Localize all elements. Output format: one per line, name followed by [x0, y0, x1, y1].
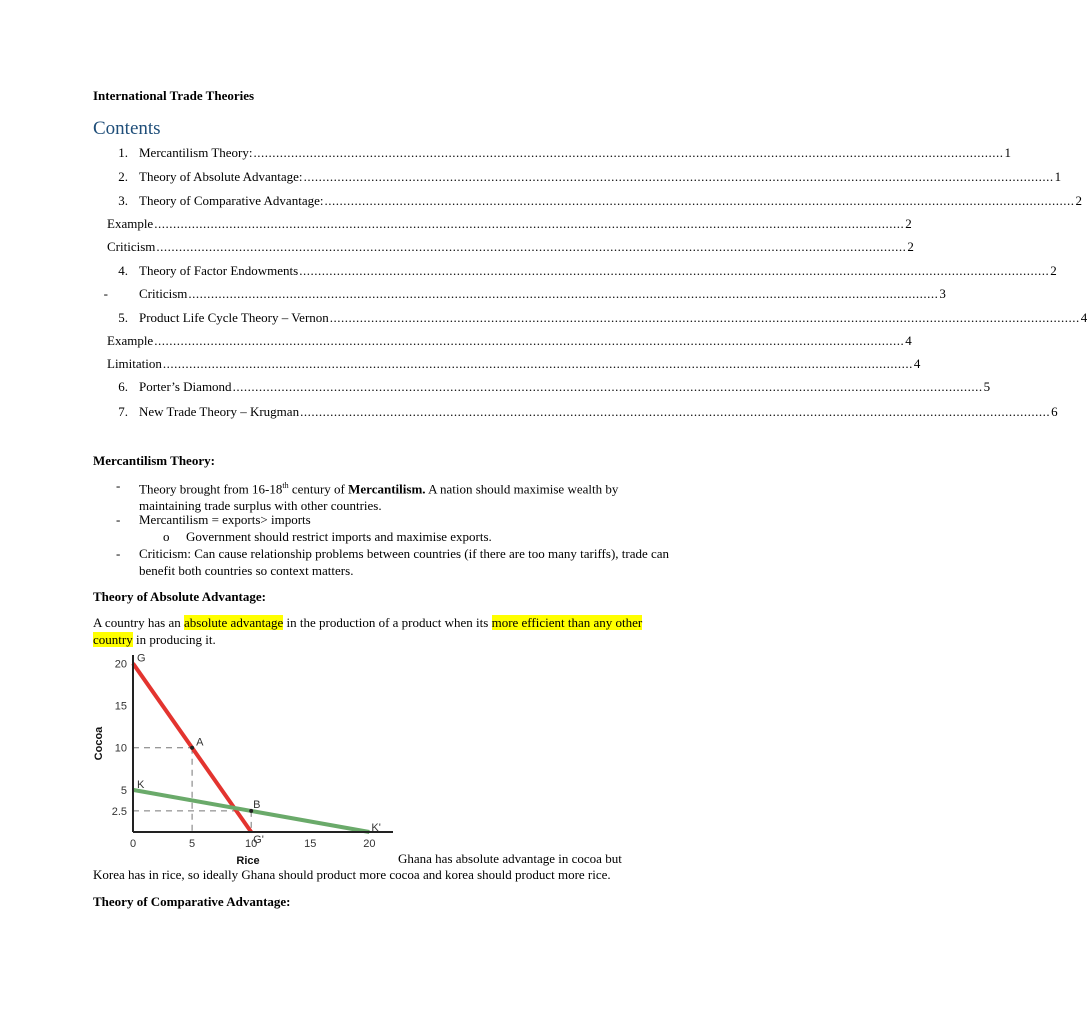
toc-entry-page-number: 1	[1054, 169, 1062, 184]
highlight: more efficient than any other country	[93, 615, 643, 647]
toc-entry-label: Product Life Cycle Theory – Vernon	[139, 310, 329, 325]
sub-bullet-text: Government should restrict imports and maximise exports.	[186, 529, 492, 544]
toc-entry-number: 5.	[118, 310, 128, 325]
toc-entry[interactable]	[0, 284, 946, 302]
toc-entry-page-number: 2	[905, 216, 912, 231]
toc-leader-dots: ........................................................................................................................................................................................................	[324, 193, 1075, 208]
y-tick-label: 2.5	[111, 805, 127, 818]
bullet-dash: -	[116, 478, 121, 493]
point-label: K'	[371, 822, 381, 834]
toc-entry[interactable]	[0, 308, 1087, 326]
bullet-dash: -	[116, 546, 121, 561]
toc-leader-dots: ........................................................................................................................................................................................................	[154, 333, 905, 348]
toc-entry-label: Theory of Absolute Advantage:	[139, 169, 303, 184]
toc-leader-dots: ........................................................................................................................................................................................................	[329, 310, 1080, 325]
toc-leader-dots: ........................................................................................................................................................................................................	[188, 286, 939, 301]
toc-entry-page-number: 2	[1050, 263, 1057, 278]
absolute-advantage-paragraph: A country has an absolute advantage in the production of a product when its more efficient than any other country in producing it.	[93, 615, 643, 647]
toc-leader-dots: ........................................................................................................................................................................................................	[303, 169, 1054, 184]
toc-entry-label: Theory of Factor Endowments	[139, 263, 299, 278]
toc-entry-number: 3.	[118, 193, 128, 208]
y-tick-label: 20	[114, 658, 127, 671]
contents-heading: Contents	[93, 118, 161, 139]
point-label: B	[253, 798, 261, 811]
toc-leader-dots: ........................................................................................................................................................................................................	[154, 216, 905, 231]
sub-bullet-mark: o	[163, 529, 170, 544]
comparative-advantage-heading: Theory of Comparative Advantage:	[93, 894, 291, 909]
toc-leader-dots: ........................................................................................................................................................................................................	[156, 239, 907, 254]
toc-entry-label: Mercantilism Theory:	[139, 145, 253, 160]
toc-entry-number: -	[103, 286, 108, 301]
toc-entry-label: Criticism	[107, 239, 156, 254]
production-possibility-chart	[88, 652, 400, 870]
chart-caption-line2: Korea has in rice, so ideally Ghana should product more cocoa and korea should product more rice.	[93, 867, 611, 882]
point-label: A	[196, 736, 204, 749]
toc-entry-label: Theory of Comparative Advantage:	[139, 193, 324, 208]
toc-entry-label: Example	[107, 216, 154, 231]
toc-leader-dots: ........................................................................................................................................................................................................	[300, 404, 1051, 419]
x-tick-label: 10	[245, 838, 258, 850]
toc-entry-label: Criticism	[139, 286, 188, 301]
toc-leader-dots: ........................................................................................................................................................................................................	[253, 145, 1004, 160]
point-marker	[190, 746, 194, 750]
toc-entry[interactable]	[0, 261, 1057, 279]
toc-entry[interactable]	[0, 214, 912, 232]
toc-entry-label: Porter’s Diamond	[139, 379, 232, 394]
toc-entry[interactable]	[0, 191, 1082, 209]
toc-entry-page-number: 4	[1080, 310, 1087, 325]
toc-entry-page-number: 1	[1004, 145, 1011, 160]
toc-entry-page-number: 2	[907, 239, 914, 254]
x-tick-label: 0	[129, 838, 137, 850]
x-tick-label: 20	[363, 838, 376, 850]
toc-entry-number: 7.	[118, 404, 128, 419]
toc-entry-number: 4.	[118, 263, 128, 278]
chart-caption-line1: Ghana has absolute advantage in cocoa but	[398, 851, 622, 866]
toc-entry-label: New Trade Theory – Krugman	[139, 404, 300, 419]
y-axis-label: Cocoa	[93, 726, 105, 761]
document-title: International Trade Theories	[93, 88, 255, 103]
toc-leader-dots: ........................................................................................................................................................................................................	[232, 379, 983, 394]
y-tick-label: 5	[120, 784, 127, 797]
toc-entry[interactable]	[0, 377, 991, 395]
toc-entry-label: Limitation	[107, 356, 162, 371]
toc-entry-page-number: 4	[905, 333, 912, 348]
point-label: K	[137, 778, 145, 791]
y-tick-label: 15	[114, 700, 127, 713]
toc-entry[interactable]	[0, 402, 1058, 420]
point-label: G	[137, 652, 146, 665]
x-tick-label: 15	[304, 838, 317, 850]
y-tick-label: 10	[114, 742, 127, 755]
point-label: G'	[253, 834, 264, 846]
bullet-dash: -	[116, 512, 121, 527]
toc-entry[interactable]	[0, 237, 914, 255]
toc-entry[interactable]	[0, 167, 1062, 185]
bullet-text: Mercantilism = exports> imports	[139, 512, 311, 527]
toc-entry-number: 6.	[118, 379, 128, 394]
toc-entry-page-number: 3	[939, 286, 946, 301]
x-tick-label: 5	[189, 838, 196, 850]
absolute-advantage-heading: Theory of Absolute Advantage:	[93, 589, 266, 604]
toc-leader-dots: ........................................................................................................................................................................................................	[299, 263, 1050, 278]
toc-entry-page-number: 5	[983, 379, 991, 394]
toc-entry[interactable]	[0, 143, 1011, 161]
toc-entry[interactable]	[0, 354, 921, 372]
toc-entry[interactable]	[0, 331, 912, 349]
toc-entry-number: 2.	[118, 169, 128, 184]
toc-entry-number: 1.	[118, 145, 128, 160]
toc-leader-dots: ........................................................................................................................................................................................................	[162, 356, 913, 371]
bullet-text: Theory brought from 16-18th century of Mercantilism. A nation should maximise wealth by maintaining trade surplus with other countries.	[139, 481, 619, 514]
toc-entry-page-number: 4	[913, 356, 921, 371]
x-axis-label: Rice	[236, 855, 260, 867]
highlight: absolute advantage	[183, 615, 284, 630]
toc-entry-page-number: 2	[1075, 193, 1082, 208]
toc-entry-page-number: 6	[1051, 404, 1058, 419]
mercantilism-heading: Mercantilism Theory:	[93, 453, 215, 468]
toc-entry-label: Example	[107, 333, 154, 348]
bullet-text: Criticism: Can cause relationship problems between countries (if there are too many tariffs), trade can benefit both countries so context matters.	[139, 546, 670, 578]
